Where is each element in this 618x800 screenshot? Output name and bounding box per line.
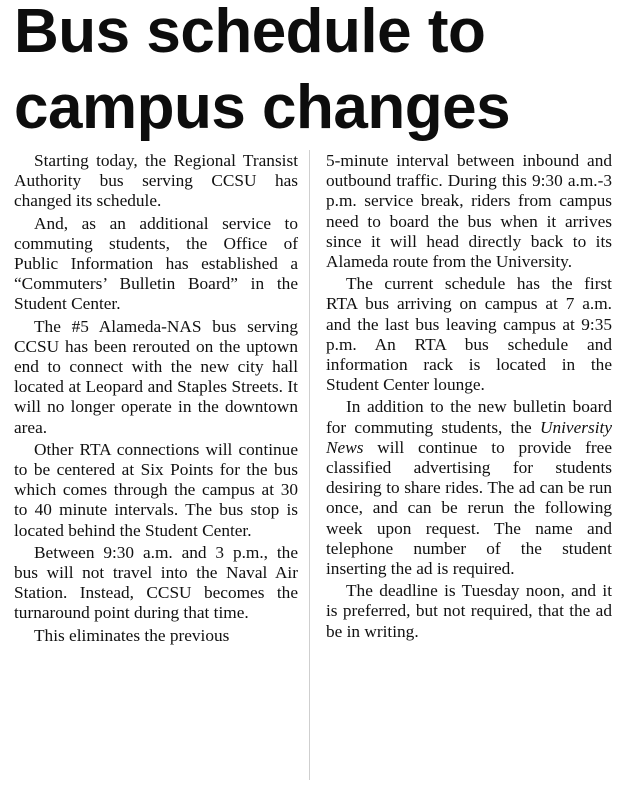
paragraph: The current schedule has the first RTA bus arriving on campus at 7 a.m. and the last bus leaving campus at 9:35 p.m. An RTA bus schedule and information rack is located in the Student Center lounge. [326,274,612,395]
paragraph-text: will continue to provide free classified advertising for students desiring to share rides. The ad can be run once, and can be rerun the following week upon request. The name and telephone number of the student inserting the ad is required. [326,437,612,579]
headline [14,0,614,146]
paragraph: This eliminates the previous [34,625,230,645]
paragraph: Between 9:30 a.m. and 3 p.m., the bus will not travel into the Naval Air Station. Instead, CCSU becomes the turnaround point during that time. [14,542,298,623]
column-divider [309,150,310,780]
paragraph: The deadline is Tuesday noon, and it is preferred, but not required, that the ad be in writing. [326,581,612,641]
article-column-right [326,151,612,644]
paragraph: Other RTA connections will continue to be centered at Six Points for the bus which comes through the campus at 30 to 40 minute intervals. The bus stop is located behind the Student Center. [14,439,298,540]
paragraph-text: In addition to the new bulletin board for commuting students, the [326,397,612,437]
paragraph: Starting today, the Regional Transist Authority bus serving CCSU has changed its schedule. [14,151,298,211]
publication-name: University News [326,417,612,457]
headline-line-2: campus changes [14,73,511,142]
article-column-left [14,151,298,648]
paragraph: And, as an additional service to commuting students, the Office of Public Information has established a “Commuters’ Bulletin Board” in the Student Center. [14,213,298,314]
headline-line-1: Bus schedule to [14,0,486,66]
paragraph: The #5 Alameda-NAS bus serving CCSU has been rerouted on the uptown end to connect with the new city hall located at Leopard and Staples Streets. It will no longer operate in the downtown area. [14,316,298,437]
paragraph [326,397,612,579]
paragraph: 5-minute interval between inbound and outbound traffic. During this 9:30 a.m.-3 p.m. service break, riders from campus need to board the bus when it arrives since it will head directly back to its Alameda route from the University. [326,151,612,272]
